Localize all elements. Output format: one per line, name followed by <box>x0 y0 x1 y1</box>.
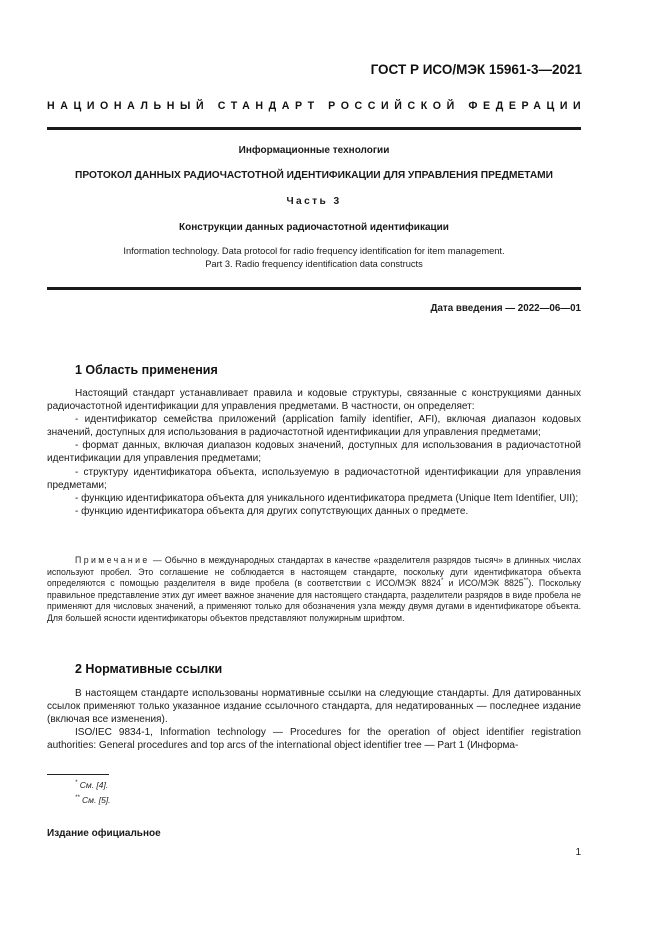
section1-item: - формат данных, включая диапазон кодовых значений, доступных для использования в радиочастотной идентификации для управления предметами; <box>47 440 581 465</box>
section1-item: - функцию идентификатора объекта для других сопутствующих данных о предмете. <box>75 505 469 517</box>
section1-note <box>47 555 581 625</box>
footnote <box>75 780 108 790</box>
title-divider <box>47 287 581 290</box>
section2-body <box>47 687 581 752</box>
section1-item: - структуру идентификатора объекта, используемую в радиочастотной идентификации для управления предметами; <box>47 466 581 491</box>
footnote-mark: * <box>75 780 78 787</box>
page-number: 1 <box>575 847 581 858</box>
section1-heading: 1 Область применения <box>75 363 218 377</box>
note-text-2: и ИСО/МЭК 8825 <box>443 578 524 589</box>
section2-para2: ISO/IEC 9834-1, Information technology — Procedures for the operation of object identifier registration authorities: General procedures and top arcs of the international object identifier tree — Part 1 (Информа- <box>47 727 581 752</box>
title-subtitle: Конструкции данных радиочастотной идентификации <box>179 222 449 233</box>
title-part: Часть 3 <box>286 196 342 207</box>
footnote-mark: ** <box>75 795 80 802</box>
official-edition-label: Издание официальное <box>47 828 161 839</box>
effective-date: Дата введения — 2022—06—01 <box>430 303 581 314</box>
title-english-line2: Part 3. Radio frequency identification data constructs <box>205 259 423 269</box>
top-divider <box>47 127 581 130</box>
note-text-1: — Обычно в международных стандартах в качестве «разделителя разрядов тысяч» в длинных числах используют пробел. Это соглашение не соблюдается в настоящем стандарте, поскольку дуги идентификатора объекта определяются с помощью разделителя в виде пробела (в соответствии с ИСО/МЭК 8824 <box>47 555 581 589</box>
note-footnote-mark-1: * <box>440 578 444 585</box>
footnote-text: См. [4]. <box>79 780 109 790</box>
section1-item: - идентификатор семейства приложений (application family identifier, AFI), включая диапазон кодовых значений, доступных для использования в радиочастотной идентификации для управления предметами; <box>47 414 581 439</box>
section1-intro: Настоящий стандарт устанавливает правила и кодовые структуры, связанные с конструкциями данных радиочастотной идентификации для управления предметами. В частности, он определяет: <box>47 388 581 413</box>
footnote <box>75 795 111 805</box>
section2-heading: 2 Нормативные ссылки <box>75 662 223 676</box>
note-label: Примечание <box>75 555 150 565</box>
section1-body <box>47 387 581 518</box>
standard-code: ГОСТ Р ИСО/МЭК 15961-3—2021 <box>370 62 582 77</box>
footnote-divider <box>47 774 109 775</box>
section1-item: - функцию идентификатора объекта для уникального идентификатора предмета (Unique Item Identifier, UII); <box>75 492 579 504</box>
note-footnote-mark-2: ** <box>523 578 529 585</box>
title-main: ПРОТОКОЛ ДАННЫХ РАДИОЧАСТОТНОЙ ИДЕНТИФИКАЦИИ ДЛЯ УПРАВЛЕНИЯ ПРЕДМЕТАМИ <box>75 170 553 181</box>
national-standard-banner: НАЦИОНАЛЬНЫЙ СТАНДАРТ РОССИЙСКОЙ ФЕДЕРАЦИИ <box>47 100 587 112</box>
note-text-3: ). Поскольку правильное представление этих дуг имеет важное значение для настоящего стандарта, разделители разрядов в виде пробела не применяют для числовых значений, а применяют только для обозначения узла между двумя дугами в идентификаторе объекта. Для большей ясности идентификаторы объектов представляют полужирным шрифтом. <box>47 578 582 623</box>
title-category: Информационные технологии <box>238 145 390 156</box>
title-english-line1: Information technology. Data protocol for radio frequency identification for item management. <box>123 246 505 256</box>
footnote-text: См. [5]. <box>82 795 111 805</box>
section2-para1: В настоящем стандарте использованы нормативные ссылки на следующие стандарты. Для датированных ссылок применяют только указанное издание ссылочного стандарта, для недатированных — последнее издание (включая все изменения). <box>47 688 581 726</box>
